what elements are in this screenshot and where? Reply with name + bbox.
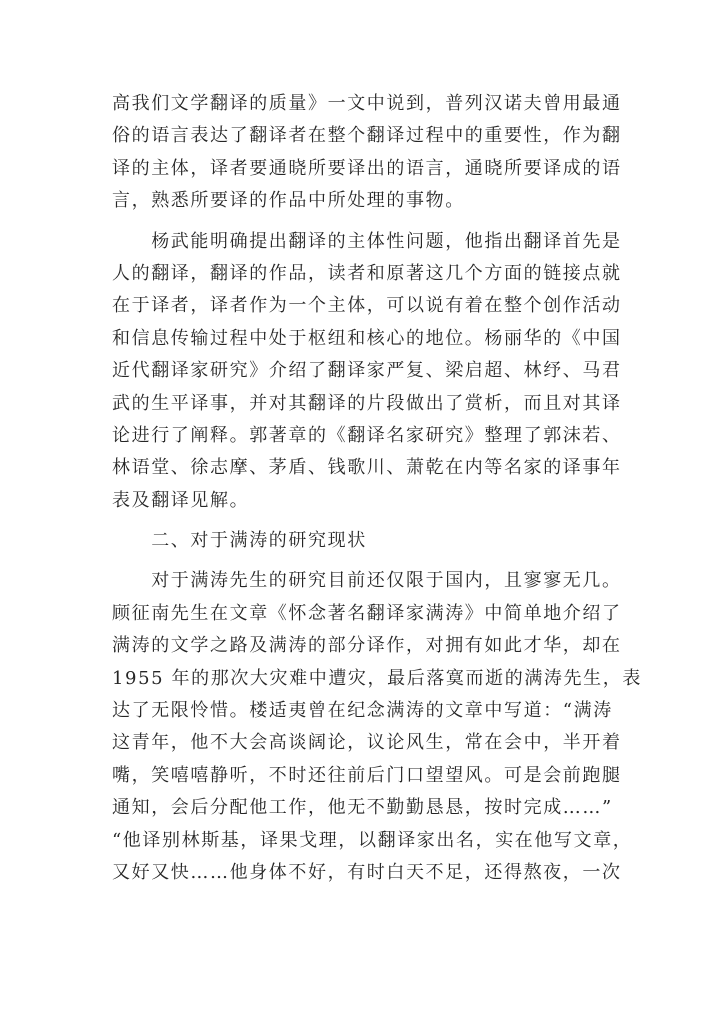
- section-heading: 二、对于满涛的研究现状: [112, 530, 367, 552]
- text-line: 满涛的文学之路及满涛的部分译作，对拥有如此才华，却在: [112, 635, 622, 657]
- text-line: 通知，会后分配他工作，他无不勤勤恳恳，按时完成……”: [112, 797, 613, 819]
- paragraph-2: [112, 226, 622, 518]
- text-line: 表及翻译见解。: [112, 489, 250, 511]
- text-line: 又好又快……他身体不好，有时白天不足，还得熬夜，一次: [112, 861, 622, 883]
- text-line: 对于满涛先生的研究目前还仅限于国内，且寥寥无几。: [112, 570, 622, 592]
- text-line: 高我们文学翻译的质量》一文中说到，普列汉诺夫曾用最通: [112, 93, 622, 114]
- text-line: 达了无限怜惜。楼适夷曾在纪念满涛的文章中写道：“满涛: [112, 700, 613, 722]
- text-line: 林语堂、徐志摩、茅盾、钱歌川、萧乾在内等名家的译事年: [112, 457, 622, 479]
- text-line: 1955 年的那次大灾难中遭灾，最后落寞而逝的满涛先生，表: [112, 667, 642, 689]
- text-line: 论进行了阐释。郭著章的《翻译名家研究》整理了郭沫若、: [112, 424, 622, 446]
- paragraph-gap: [112, 557, 612, 565]
- text-line: 在于译者，译者作为一个主体，可以说有着在整个创作活动: [112, 295, 622, 317]
- text-line: “他译别林斯基，译果戈理，以翻译家出名，实在他写文章，: [112, 829, 633, 851]
- text-line: 俗的语言表达了翻译者在整个翻译过程中的重要性，作为翻: [112, 125, 622, 147]
- text-line: 近代翻译家研究》介绍了翻译家严复、梁启超、林纾、马君: [112, 360, 622, 382]
- text-line: 人的翻译，翻译的作品，读者和原著这几个方面的链接点就: [112, 262, 622, 284]
- text-line: 这青年，他不大会高谈阔论，议论风生，常在会中，半开着: [112, 732, 622, 754]
- text-line: 言，熟悉所要译的作品中所处理的事物。: [112, 190, 465, 212]
- body-text: [112, 88, 642, 889]
- text-line: 武的生平译事，并对其翻译的片段做出了赏析，而且对其译: [112, 392, 622, 414]
- text-line: 顾征南先生在文章《怀念著名翻译家满涛》中简单地介绍了: [112, 602, 622, 624]
- paragraph-gap: [112, 218, 612, 226]
- paragraph-3: [112, 565, 642, 889]
- text-line: 嘴，笑嘻嘻静听，不时还往前后门口望望风。可是会前跑腿: [112, 764, 622, 786]
- text-line: 杨武能明确提出翻译的主体性问题，他指出翻译首先是: [112, 230, 622, 252]
- text-line: 和信息传输过程中处于枢纽和核心的地位。杨丽华的《中国: [112, 327, 622, 349]
- paragraph-1: [112, 88, 622, 218]
- paragraph-gap: [112, 517, 612, 525]
- text-line: 译的主体，译者要通晓所要译出的语言，通晓所要译成的语: [112, 157, 622, 179]
